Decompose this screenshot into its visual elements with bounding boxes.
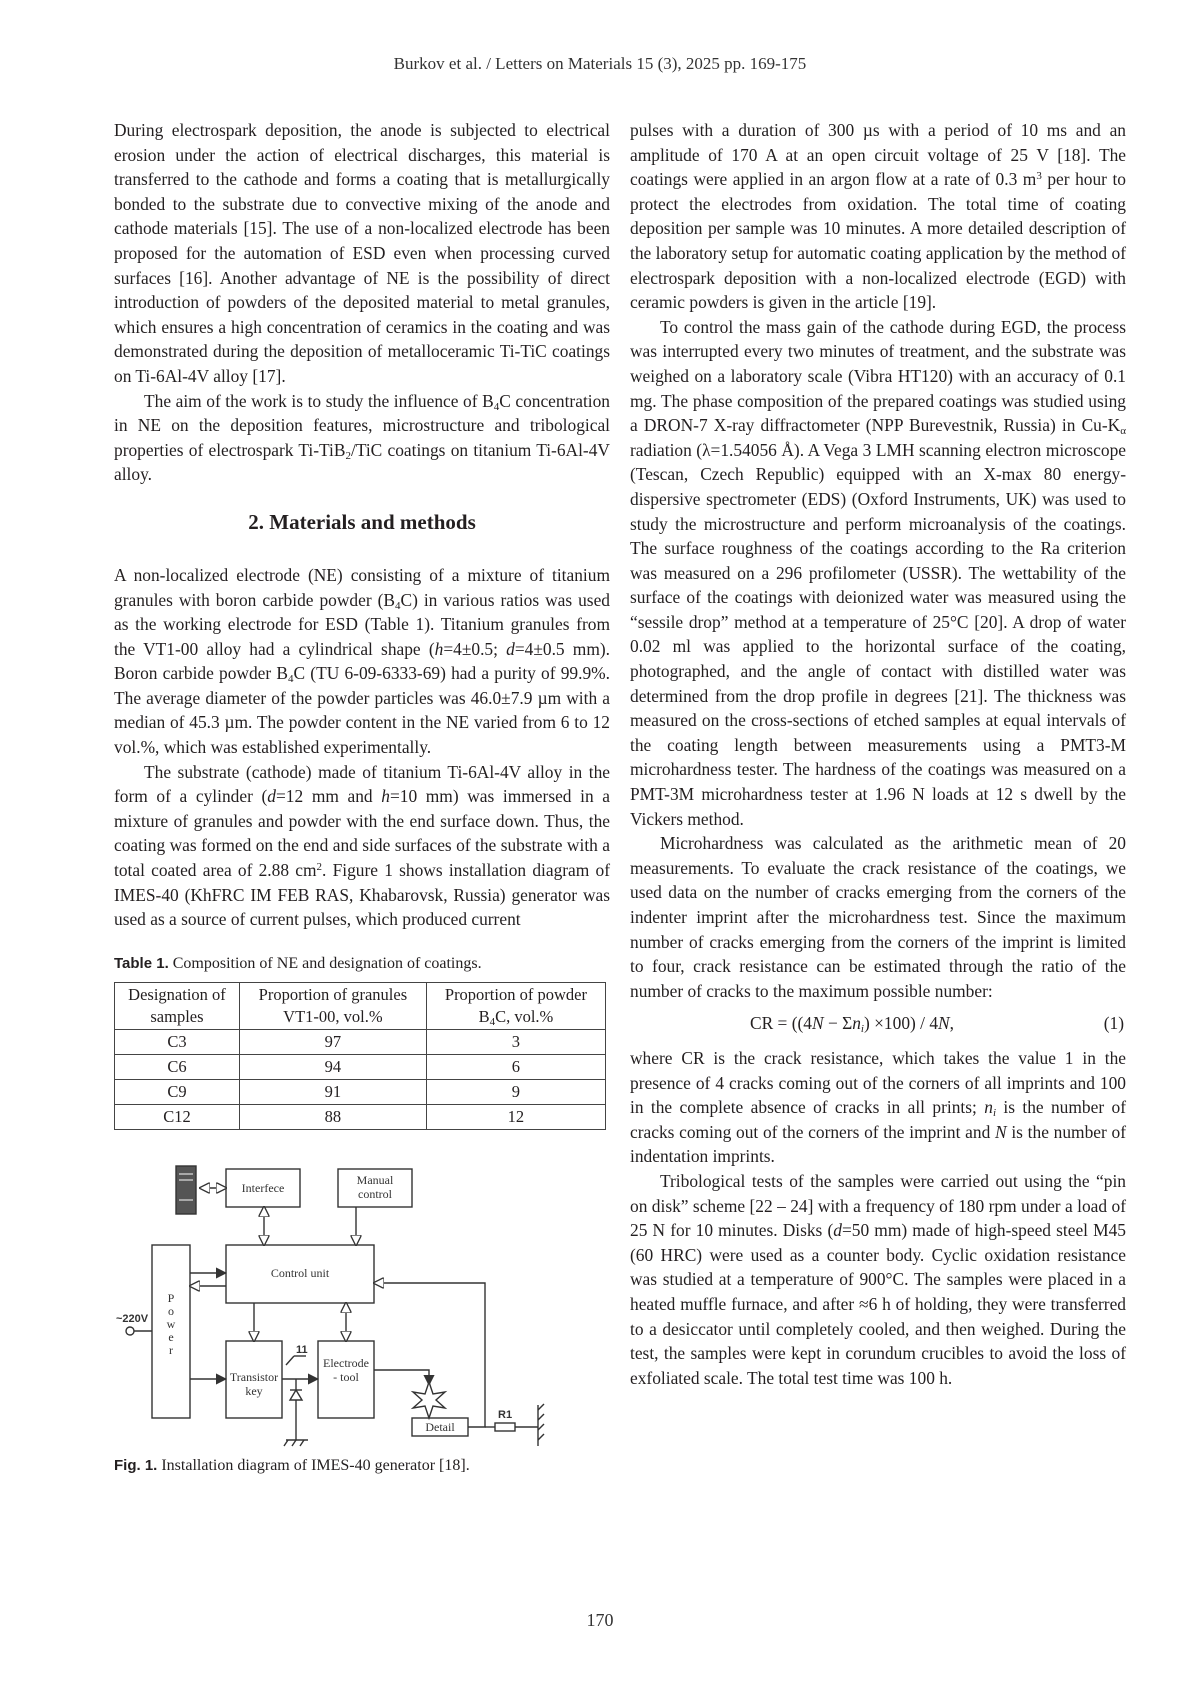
resistor-r1 [495, 1423, 515, 1431]
paragraph-pulses [630, 118, 1126, 315]
table-row [115, 1030, 606, 1055]
header-line: B [478, 1007, 490, 1027]
paragraph-aim [114, 389, 610, 487]
text-run: where CR is the crack resistance, which takes the value 1 in the presence of 4 cracks coming out of the corners of all imprints and 100 in the complete absence of cracks in all prints; [630, 1047, 1126, 1118]
text-run: A non-localized electrode (NE) consisting of a mixture of titanium granules with boron carbide powder (B [114, 564, 610, 610]
cell-powder: 9 [426, 1080, 605, 1105]
text-run: C concentration in NE on the deposition features, microstructure and tribological properties of electrospark Ti-TiB [114, 390, 610, 460]
text-run: is the number of indentation imprints. [630, 1121, 1126, 1167]
spark-icon [413, 1382, 445, 1418]
variable-N: N [811, 1013, 824, 1034]
cell-granules: 97 [239, 1030, 426, 1055]
header-line: samples [150, 1007, 204, 1027]
power-letter: o [168, 1304, 174, 1319]
label-tool: - tool [333, 1370, 359, 1385]
label-control: control [358, 1187, 392, 1202]
section-heading: 2. Materials and methods [248, 509, 476, 534]
text-run: =12 mm and [276, 786, 382, 807]
subscript: 4 [288, 673, 294, 686]
text-run: is the number of cracks coming out of the corners of the imprint and [630, 1097, 1126, 1142]
text-run: ) ×100) / 4 [863, 1013, 939, 1034]
label-control-unit: Control unit [270, 1266, 330, 1281]
table-row [115, 1080, 606, 1105]
label-key: key [245, 1384, 263, 1399]
power-letter: w [166, 1317, 176, 1332]
superscript: 2 [316, 861, 323, 874]
label-manual: Manual [356, 1173, 394, 1188]
label-node: 11 [296, 1344, 308, 1357]
subscript: 4 [394, 599, 401, 612]
text-run: To control the mass gain of the cathode during EGD, the process was interrupted every two minutes of treatment, and the substrate was weighed on a laboratory scale (Vibra HT120) with an accuracy of 0.1 mg. The phase composition of the prepared coatings was studied using a DRON-7 X-ray diffractometer (NPP Burevestnik, Russia) in Cu-K [630, 316, 1126, 436]
header-powder [426, 983, 605, 1030]
table-header-row [115, 983, 606, 1030]
text-run: Tribological tests of the samples were carried out using the “pin on disk” scheme [22 – 24] with a frequency of 180 rpm under a load of 25 N for 10 minutes. Disks ( [630, 1170, 1126, 1241]
cell-designation: C12 [115, 1105, 240, 1130]
cell-designation: C6 [115, 1055, 240, 1080]
superscript: 3 [1036, 170, 1042, 183]
text-run: =10 mm) was immersed in a mixture of granules and powder with the end surface down. Thus, the coating was formed on the end and side surfaces of the substrate with a total coated area of 2.88 cm [114, 786, 611, 881]
variable-h: h [434, 638, 444, 659]
paragraph-cr-definition [630, 1046, 1126, 1169]
variable-N: N [995, 1121, 1007, 1142]
table-row [115, 1105, 606, 1130]
subscript: 4 [489, 1016, 496, 1029]
header-line: Proportion of powder [444, 985, 587, 1005]
paragraph-tribology [630, 1169, 1126, 1390]
text-run: , [949, 1013, 954, 1034]
cell-designation: C3 [115, 1030, 240, 1055]
composition-table [114, 982, 606, 1130]
paragraph-intro-esd: During electrospark deposition, the anode is subjected to electrical erosion under the action of electrical discharges, this material is transferred to the cathode and forms a coating that is metallurgically bonded to the substrate due to convective mixing of the anode and cathode materials [15]. The use of a non-localized electrode has been proposed for the automation of ESD even when processing curved surfaces [16]. Another advantage of NE is the possibility of direct introduction of powders of the deposited material to metal granules, which ensures a high concentration of ceramics in the coating and was demonstrated during the deposition of metalloceramic Ti-TiC coatings on Ti-6Al-4V alloy [17]. [114, 120, 610, 386]
text-run: per hour to protect the electrodes from oxidation. The total time of coating deposition per sample was 10 minutes. A more detailed description of the laboratory setup for automatic coating application by the method of electrospark deposition with a non-localized electrode (EGD) with ceramic powders is given in the article [19]. [630, 169, 1126, 313]
running-head: Burkov et al. / Letters on Materials 15 (3), 2025 pp. 169-175 [393, 54, 807, 73]
figure-caption [114, 1454, 610, 1479]
cell-granules: 88 [239, 1105, 426, 1130]
power-letter: P [167, 1291, 175, 1306]
variable-n: n [984, 1097, 993, 1118]
figure-caption-text: Installation diagram of IMES-40 generator [18]. [157, 1457, 470, 1475]
text-run: C) in various ratios was used as the working electrode for ESD (Table 1). Titanium granules from the VT1-00 alloy had a cylindrical shape ( [114, 589, 610, 659]
computer-icon [176, 1166, 196, 1214]
power-letter: e [168, 1330, 174, 1345]
variable-d: d [833, 1220, 842, 1241]
text-run: =4±0.5 mm). Boron carbide powder B [114, 638, 611, 684]
text-run: . Figure 1 shows installation diagram of IMES-40 (KhFRC IM FEB RAS, Khabarovsk, Russia) generator was used as a source of current pulses, which produced current [114, 860, 611, 930]
variable-N: N [938, 1013, 950, 1034]
label-interface: Interfece [241, 1181, 285, 1196]
header-line: Designation of [128, 985, 226, 1005]
label-transistor: Transistor [229, 1370, 279, 1385]
header-line: VT1-00, vol.% [283, 1007, 383, 1027]
variable-n: n [852, 1013, 861, 1034]
label-detail: Detail [425, 1420, 455, 1435]
installation-diagram [114, 1160, 610, 1450]
text-run: C (TU 6-09-6333-69) had a purity of 99.9%. The average diameter of the powder particles was 46.0±7.9 µm with a median of 45.3 µm. The powder content in the NE varied from 6 to 12 vol.%, which was established experimentally. [114, 663, 610, 758]
cell-powder: 3 [426, 1030, 605, 1055]
table-caption-text: Composition of NE and designation of coatings. [168, 954, 482, 972]
cell-powder: 6 [426, 1055, 605, 1080]
label-voltage: ~220V [116, 1313, 149, 1326]
subscript: 4 [493, 400, 500, 413]
figure-1 [114, 1160, 610, 1479]
text-run: =50 mm) made of high-speed steel M45 (60 HRC) were used as a counter body. Cyclic oxidation resistance was studied at a temperature of 900°C. The samples were placed in a heated muffle furnace, and after ≈6 h of holding, they were transferred to a desiccator until completely cooled, and then weighed. During the test, the samples were kept in corundum crucibles to avoid the loss of exfoliated scale. The total test time was 100 h. [630, 1220, 1126, 1388]
text-run: − Σ [823, 1013, 853, 1034]
header-designation [115, 983, 240, 1030]
equation-1 [630, 1011, 1126, 1036]
header-line: C, vol.% [495, 1007, 554, 1027]
header-line: Proportion of granules [258, 985, 408, 1005]
paragraph-substrate [114, 760, 610, 932]
paragraph-methods [630, 315, 1126, 831]
text-run: pulses with a duration of 300 µs with a period of 10 ms and an amplitude of 170 A at an open circuit voltage of 25 V [18]. The coatings were applied in an argon flow at a rate of 0.3 m [630, 120, 1126, 190]
cell-granules: 94 [239, 1055, 426, 1080]
figure-label: Fig. 1. [114, 1457, 158, 1475]
left-column [114, 118, 610, 1479]
table-caption [114, 952, 610, 977]
cell-designation: C9 [115, 1080, 240, 1105]
text-run: CR = ((4 [750, 1013, 812, 1034]
variable-h: h [381, 786, 390, 807]
label-resistor: R1 [498, 1409, 513, 1422]
label-electrode: Electrode [323, 1356, 369, 1371]
text-run: =4±0.5; [443, 638, 507, 659]
cell-granules: 91 [239, 1080, 426, 1105]
text-run: radiation (λ=1.54056 Å). A Vega 3 LMH scanning electron microscope (Tescan, Czech Republic) equipped with an X-max 80 energy-dispersive spectrometer (EDS) (Oxford Instruments, UK) was used to study the microstructure and perform microanalysis of the coatings. The surface roughness of the coatings according to the Ra criterion was measured on a 296 profilometer (USSR). The wettability of the surface of the coatings with deionized water was measured using the “sessile drop” method at a temperature of 25°C [20]. A drop of water 0.02 ml was applied to the horizontal surface of the coating, photographed, and the angle of contact with distilled water was determined from the drop profile in degrees [21]. The thickness was measured on the cross-sections of etched samples at equal intervals of the coating length between measurements using a PMT3-M microhardness tester. The hardness of the coatings was measured on a PMT-3M microhardness tester at 1.96 N loads at 12 s dwell by the Vickers method. [630, 439, 1126, 829]
right-column [630, 118, 1126, 1390]
subscript: i [860, 1023, 864, 1036]
header-granules [239, 983, 426, 1030]
variable-d: d [267, 786, 276, 807]
variable-d: d [506, 638, 515, 659]
power-letter: r [169, 1343, 173, 1358]
text-run: The aim of the work is to study the influence of B [144, 390, 494, 411]
page-number: 170 [586, 1610, 614, 1630]
equation-number: (1) [1103, 1013, 1124, 1034]
cell-powder: 12 [426, 1105, 605, 1130]
table-row [115, 1055, 606, 1080]
subscript: i [992, 1107, 996, 1120]
text-run: The substrate (cathode) made of titanium Ti-6Al-4V alloy in the form of a cylinder ( [114, 761, 610, 807]
paragraph-microhardness: Microhardness was calculated as the arithmetic mean of 20 measurements. To evaluate the crack resistance of the coatings, we used data on the number of cracks emerging from the corners of the indenter imprint after the microhardness test. Since the maximum number of cracks emerging from the corners of the imprint is limited to four, crack resistance can be estimated through the ratio of the number of cracks to the maximum possible number: [630, 833, 1126, 1001]
subscript: 2 [345, 449, 351, 462]
subscript: α [1120, 425, 1126, 438]
paragraph-ne-description [114, 563, 610, 760]
table-label: Table 1. [114, 954, 169, 972]
equation-body [750, 1011, 954, 1036]
text-run: /TiC coatings on titanium Ti-6Al-4V alloy. [114, 439, 610, 485]
